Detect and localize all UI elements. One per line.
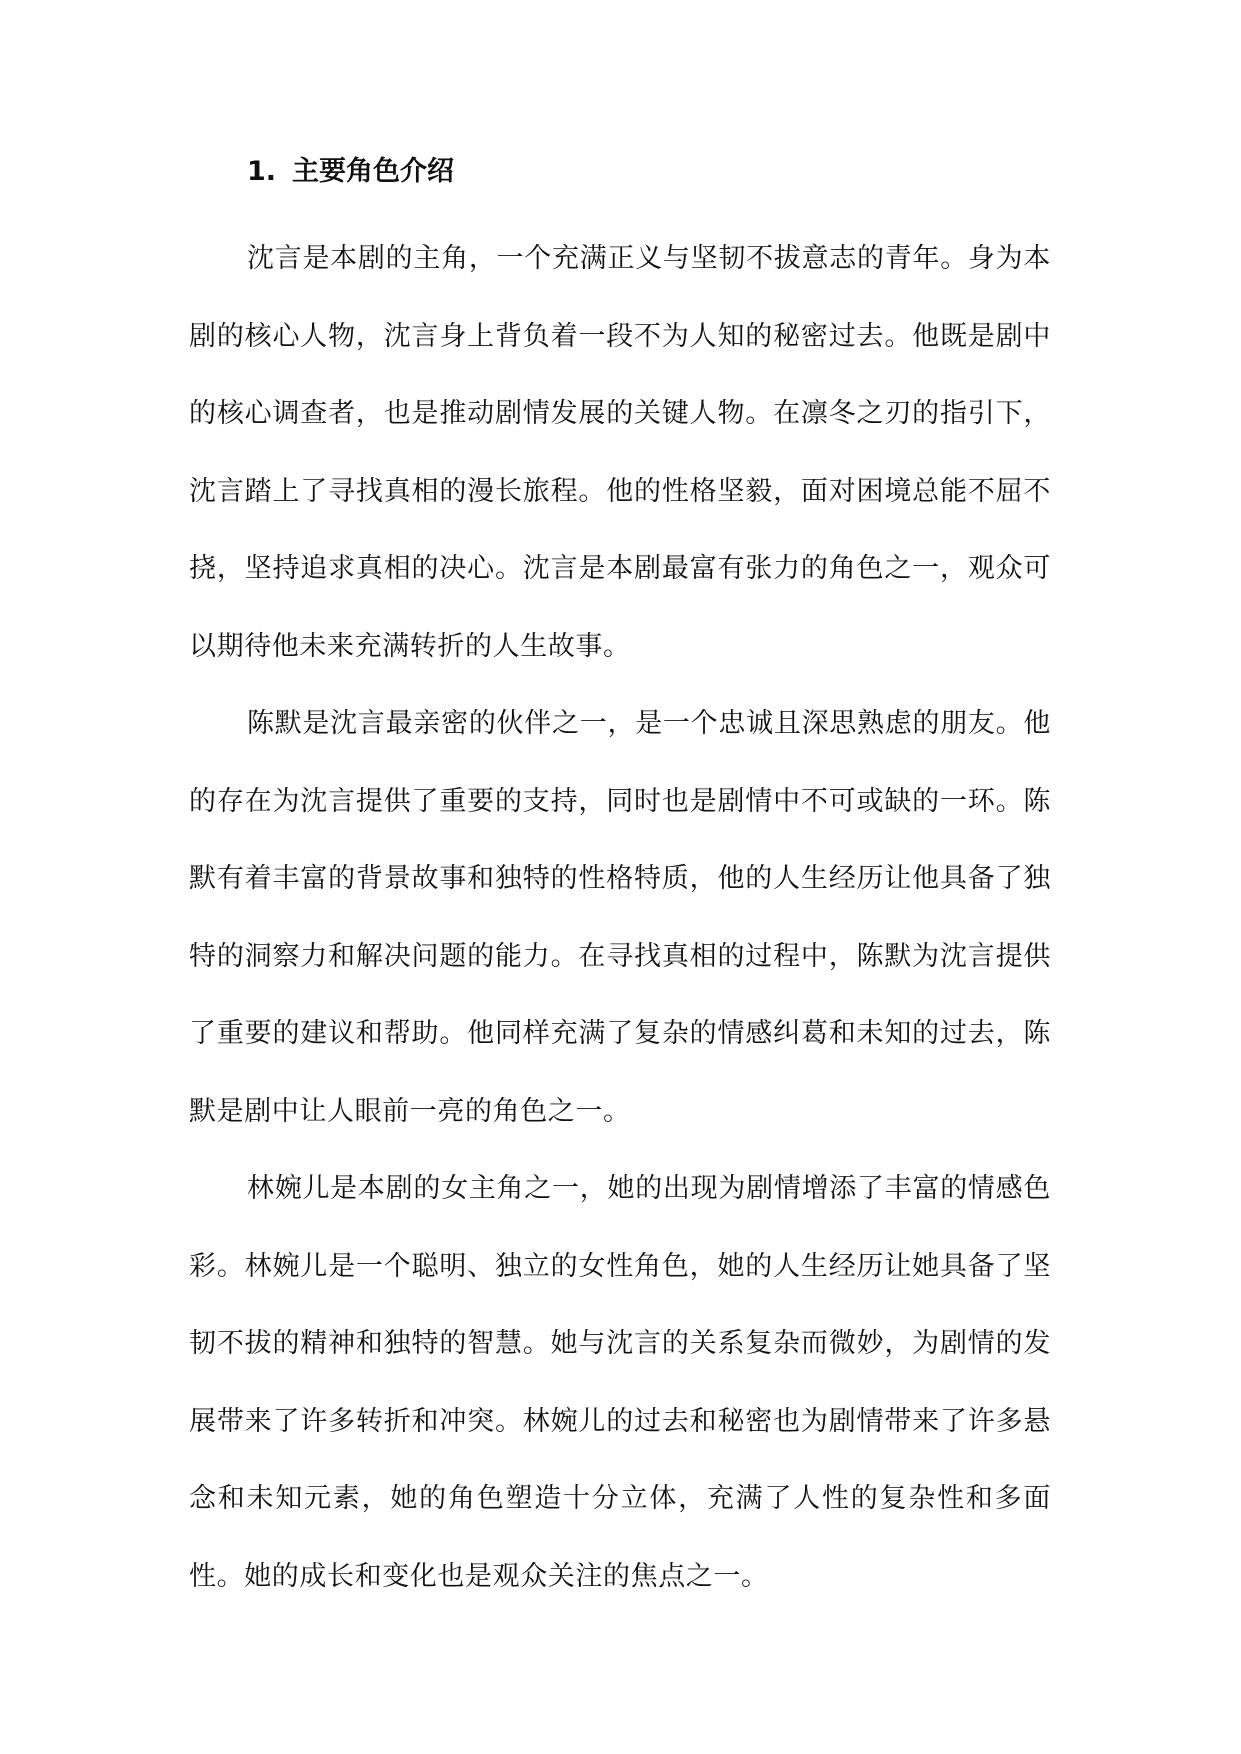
section-number: 1. xyxy=(247,156,277,187)
paragraph-chen-mo: 陈默是沈言最亲密的伙伴之一，是一个忠诚且深思熟虑的朋友。他的存在为沈言提供了重要的支持，同时也是剧情中不可或缺的一环。陈默有着丰富的背景故事和独特的性格特质，他的人生经历让他具备了独特的洞察力和解决问题的能力。在寻找真相的过程中，陈默为沈言提供了重要的建议和帮助。他同样充满了复杂的情感纠葛和未知的过去，陈默是剧中让人眼前一亮的角色之一。 xyxy=(189,708,1051,1127)
page-content xyxy=(189,150,1051,1615)
section-title: 主要角色介绍 xyxy=(292,156,455,187)
body-text xyxy=(189,220,1051,1615)
paragraph-lin-wan-er: 林婉儿是本剧的女主角之一，她的出现为剧情增添了丰富的情感色彩。林婉儿是一个聪明、独立的女性角色，她的人生经历让她具备了坚韧不拔的精神和独特的智慧。她与沈言的关系复杂而微妙，为剧情的发展带来了许多转折和冲突。林婉儿的过去和秘密也为剧情带来了许多悬念和未知元素，她的角色塑造十分立体，充满了人性的复杂性和多面性。她的成长和变化也是观众关注的焦点之一。 xyxy=(189,1173,1051,1592)
paragraph-shen-yan: 沈言是本剧的主角，一个充满正义与坚韧不拔意志的青年。身为本剧的核心人物，沈言身上背负着一段不为人知的秘密过去。他既是剧中的核心调查者，也是推动剧情发展的关键人物。在凛冬之刃的指引下，沈言踏上了寻找真相的漫长旅程。他的性格坚毅，面对困境总能不屈不挠，坚持追求真相的决心。沈言是本剧最富有张力的角色之一，观众可以期待他未来充满转折的人生故事。 xyxy=(189,243,1051,662)
section-heading xyxy=(247,150,1051,194)
